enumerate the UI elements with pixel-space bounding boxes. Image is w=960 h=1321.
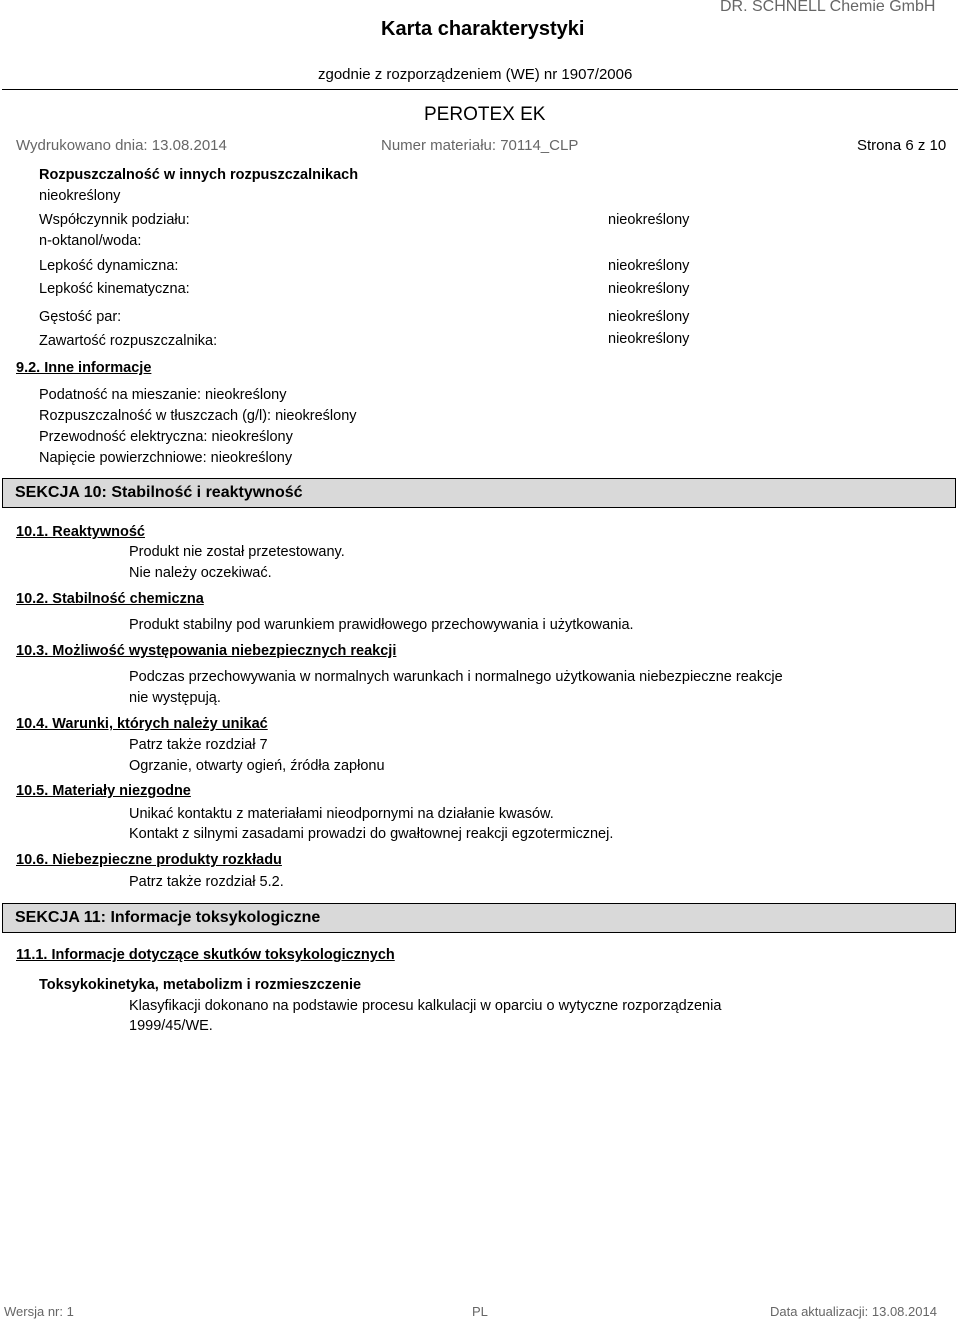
prop-value: nieokreślony	[608, 309, 690, 325]
other-info-line: Podatność na mieszanie: nieokreślony	[39, 387, 287, 403]
body-line: Produkt nie został przetestowany.	[129, 544, 345, 560]
footer-language: PL	[472, 1304, 488, 1319]
other-info-line: Przewodność elektryczna: nieokreślony	[39, 429, 293, 445]
prop-value: nieokreślony	[608, 212, 690, 228]
body-line: Ogrzanie, otwarty ogień, źródła zapłonu	[129, 758, 385, 774]
prop-value: nieokreślony	[608, 258, 690, 274]
other-info-line: Rozpuszczalność w tłuszczach (g/l): nieokreślony	[39, 408, 357, 424]
subsection-heading: 10.2. Stabilność chemiczna	[16, 591, 204, 607]
section-title: SEKCJA 10: Stabilność i reaktywność	[15, 484, 303, 501]
body-line: Klasyfikacji dokonano na podstawie procesu kalkulacji w oparciu o wytyczne rozporządzenia	[129, 998, 722, 1014]
body-line: Unikać kontaktu z materiałami nieodpornymi na działanie kwasów.	[129, 806, 554, 822]
document-title: Karta charakterystyki	[381, 18, 585, 40]
footer-version: Wersja nr: 1	[4, 1304, 74, 1319]
body-line: Podczas przechowywania w normalnych warunkach i normalnego użytkowania niebezpieczne reakcje	[129, 669, 783, 685]
subsection-heading: 10.6. Niebezpieczne produkty rozkładu	[16, 852, 282, 868]
body-line: 1999/45/WE.	[129, 1018, 213, 1034]
material-number: Numer materiału: 70114_CLP	[381, 137, 579, 154]
other-info-line: Napięcie powierzchniowe: nieokreślony	[39, 450, 293, 466]
prop-label: Zawartość rozpuszczalnika:	[39, 333, 218, 349]
body-line: Patrz także rozdział 5.2.	[129, 874, 284, 890]
subsection-heading: 10.4. Warunki, których należy unikać	[16, 716, 268, 732]
prop-label: Lepkość dynamiczna:	[39, 258, 179, 274]
solubility-other-value: nieokreślony	[39, 188, 121, 204]
solubility-other-label: Rozpuszczalność w innych rozpuszczalnikach	[39, 167, 359, 183]
prop-label: n-oktanol/woda:	[39, 233, 142, 249]
section-title: SEKCJA 11: Informacje toksykologiczne	[15, 909, 321, 926]
prop-label: Gęstość par:	[39, 309, 122, 325]
prop-value: nieokreślony	[608, 331, 690, 347]
body-line: Kontakt z silnymi zasadami prowadzi do gwałtownej reakcji egzotermicznej.	[129, 826, 614, 842]
body-line: Produkt stabilny pod warunkiem prawidłowego przechowywania i użytkowania.	[129, 617, 634, 633]
prop-label: Lepkość kinematyczna:	[39, 281, 190, 297]
page-number: Strona 6 z 10	[857, 137, 947, 154]
product-name: PEROTEX EK	[424, 104, 546, 125]
toxico-heading: Toksykokinetyka, metabolizm i rozmieszczenie	[39, 977, 362, 993]
subsection-heading: 10.5. Materiały niezgodne	[16, 783, 191, 799]
subsection-heading: 10.1. Reaktywność	[16, 524, 145, 540]
section-header	[2, 903, 956, 933]
prop-value: nieokreślony	[608, 281, 690, 297]
company-name: DR. SCHNELL Chemie GmbH	[720, 0, 936, 15]
subsection-heading: 10.3. Możliwość występowania niebezpiecznych reakcji	[16, 643, 397, 659]
subsection-heading: 9.2. Inne informacje	[16, 360, 152, 376]
body-line: Nie należy oczekiwać.	[129, 565, 272, 581]
prop-label: Współczynnik podziału:	[39, 212, 190, 228]
section-header	[2, 478, 956, 508]
body-line: nie występują.	[129, 690, 221, 706]
footer-updated: Data aktualizacji: 13.08.2014	[770, 1304, 937, 1319]
regulation-line: zgodnie z rozporządzeniem (WE) nr 1907/2006	[318, 66, 633, 83]
printed-date: Wydrukowano dnia: 13.08.2014	[16, 137, 227, 154]
subsection-heading: 11.1. Informacje dotyczące skutków toksykologicznych	[16, 947, 395, 963]
body-line: Patrz także rozdział 7	[129, 737, 268, 753]
